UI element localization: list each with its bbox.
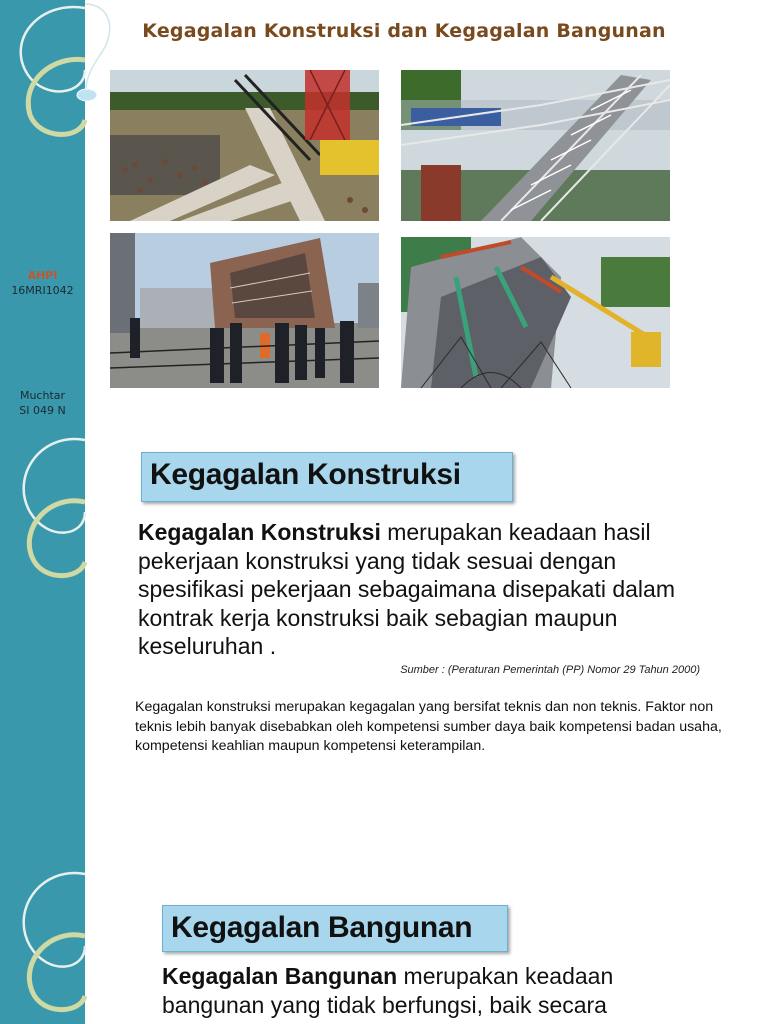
definition-term: Kegagalan Konstruksi bbox=[138, 519, 381, 545]
swirl-decoration bbox=[0, 432, 110, 866]
definition-body: merupakan keadaan bangunan yang tidak berfungsi, baik secara bbox=[162, 963, 614, 1018]
slide-3 bbox=[0, 866, 768, 1024]
heading-box bbox=[141, 452, 513, 502]
definition-body: merupakan keadaan hasil pekerjaan konstruksi yang tidak sesuai dengan spesifikasi pekerjaan sebagaimana disepakati dalam kontrak kerja konstruksi baik sebagian maupun keseluruhan . bbox=[138, 519, 675, 659]
slide-2 bbox=[0, 432, 768, 866]
photo-collapsed-structure bbox=[401, 237, 670, 388]
side-band bbox=[0, 866, 85, 1024]
definition-text bbox=[162, 962, 702, 1019]
org-label: AHPI bbox=[27, 269, 58, 282]
author-name: Muchtar bbox=[19, 389, 66, 402]
heading-box bbox=[162, 905, 508, 952]
author-id: SI 049 N bbox=[19, 404, 66, 417]
author-name-block bbox=[0, 388, 85, 418]
side-band bbox=[0, 432, 85, 866]
side-band bbox=[0, 0, 85, 432]
section-heading: Kegagalan Konstruksi bbox=[150, 458, 461, 491]
student-code: 16MRI1042 bbox=[11, 284, 74, 297]
author-block bbox=[0, 268, 85, 298]
section-heading: Kegagalan Bangunan bbox=[171, 911, 473, 944]
photo-collapsed-bridge bbox=[401, 70, 670, 221]
photo-damaged-building bbox=[110, 233, 379, 388]
photo-collapsed-overpass bbox=[110, 70, 379, 221]
definition-term: Kegagalan Bangunan bbox=[162, 963, 398, 989]
bubble-icon bbox=[76, 88, 98, 102]
source-citation: Sumber : (Peraturan Pemerintah (PP) Nomor 29 Tahun 2000) bbox=[400, 664, 700, 676]
explanation-paragraph: Kegagalan konstruksi merupakan kegagalan yang bersifat teknis dan non teknis. Faktor non teknis lebih banyak disebabkan oleh kompetensi sumber daya baik kompetensi badan usaha, kompetensi keahlian maupun kompetensi keterampilan. bbox=[135, 699, 722, 754]
slide-title: Kegagalan Konstruksi dan Kegagalan Bangunan bbox=[142, 20, 666, 42]
slide-1 bbox=[0, 0, 768, 432]
swirl-decoration bbox=[0, 866, 110, 1024]
definition-text bbox=[138, 518, 698, 661]
